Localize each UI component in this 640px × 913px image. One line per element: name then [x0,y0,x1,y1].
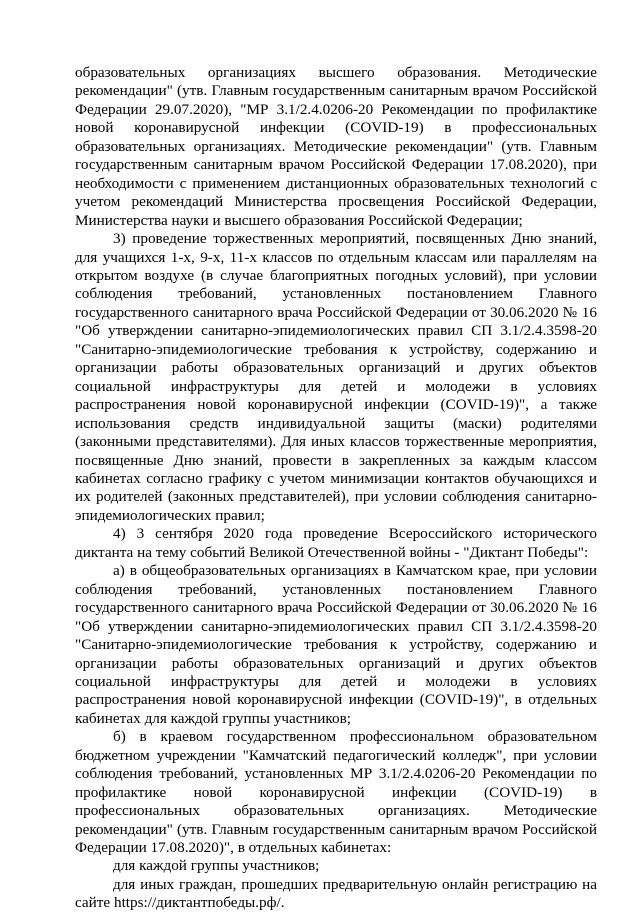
paragraph-item-4b: б) в краевом государственном профессиональном образовательном бюджетном учреждении "Камчатский педагогический колледж", при условии соблюдения требований, установленных МР 3.1/2.4.0206-20 Рекомендации по профилактике новой коронавирусной инфекции (COVID-19) в профессиональных образовательных организациях. Методические рекомендации" (утв. Главным государственным санитарным врачом Российской Федерации 17.08.2020)", в отдельных кабинетах: [75,728,597,857]
paragraph-item-4: 4) 3 сентября 2020 года проведение Всероссийского исторического диктанта на тему событий Великой Отечественной войны - "Диктант Победы": [75,525,597,561]
paragraph-item-4a: а) в общеобразовательных организациях в Камчатском крае, при условии соблюдения требований, установленных постановлением Главного государственного санитарного врача Российской Федерации от 30.06.2020 № 16 "Об утверждении санитарно-эпидемиологических правил СП 3.1/2.4.3598-20 "Санитарно-эпидемиологические требования к устройству, содержанию и организации работы образовательных организаций и других объектов социальной инфраструктуры для детей и молодежи в условиях распространения новой коронавирусной инфекции (COVID-19)", в отдельных кабинетах для каждой группы участников; [75,562,597,727]
document-page [75,64,597,913]
paragraph-item-4b-citizens: для иных граждан, прошедших предварительную онлайн регистрацию на сайте https://диктантпобеды.рф/. [75,875,597,912]
paragraph-item-3: 3) проведение торжественных мероприятий, посвященных Дню знаний, для учащихся 1-х, 9-х, 11-х классов по отдельным классам или параллелям на открытом воздухе (в случае благоприятных погодных условий), при условии соблюдения требований, установленных постановлением Главного государственного санитарного врача Российской Федерации от 30.06.2020 № 16 "Об утверждении санитарно-эпидемиологических правил СП 3.1/2.4.3598-20 "Санитарно-эпидемиологические требования к устройству, содержанию и организации работы образовательных организаций и других объектов социальной инфраструктуры для детей и молодежи в условиях распространения новой коронавирусной инфекции (COVID-19)", а также использования средств индивидуальной защиты (маски) родителями (законными представителями). Для иных классов торжественные мероприятия, посвященные Дню знаний, провести в закрепленных за каждым классом кабинетах согласно графику с учетом минимизации контактов обучающихся и их родителей (законных представителей), при условии соблюдения санитарно-эпидемиологических правил; [75,230,597,524]
paragraph-item-4b-groups: для каждой группы участников; [113,857,320,875]
paragraph-continuation: образовательных организациях высшего образования. Методические рекомендации" (утв. Главным государственным санитарным врачом Российской Федерации 29.07.2020), "МР 3.1/2.4.0206-20 Рекомендации по профилактике новой коронавирусной инфекции (COVID-19) в профессиональных образовательных организациях. Методические рекомендации" (утв. Главным государственным санитарным врачом Российской Федерации 17.08.2020), при необходимости с применением дистанционных образовательных технологий с учетом рекомендаций Министерства просвещения Российской Федерации, Министерства науки и высшего образования Российской Федерации; [75,64,597,229]
